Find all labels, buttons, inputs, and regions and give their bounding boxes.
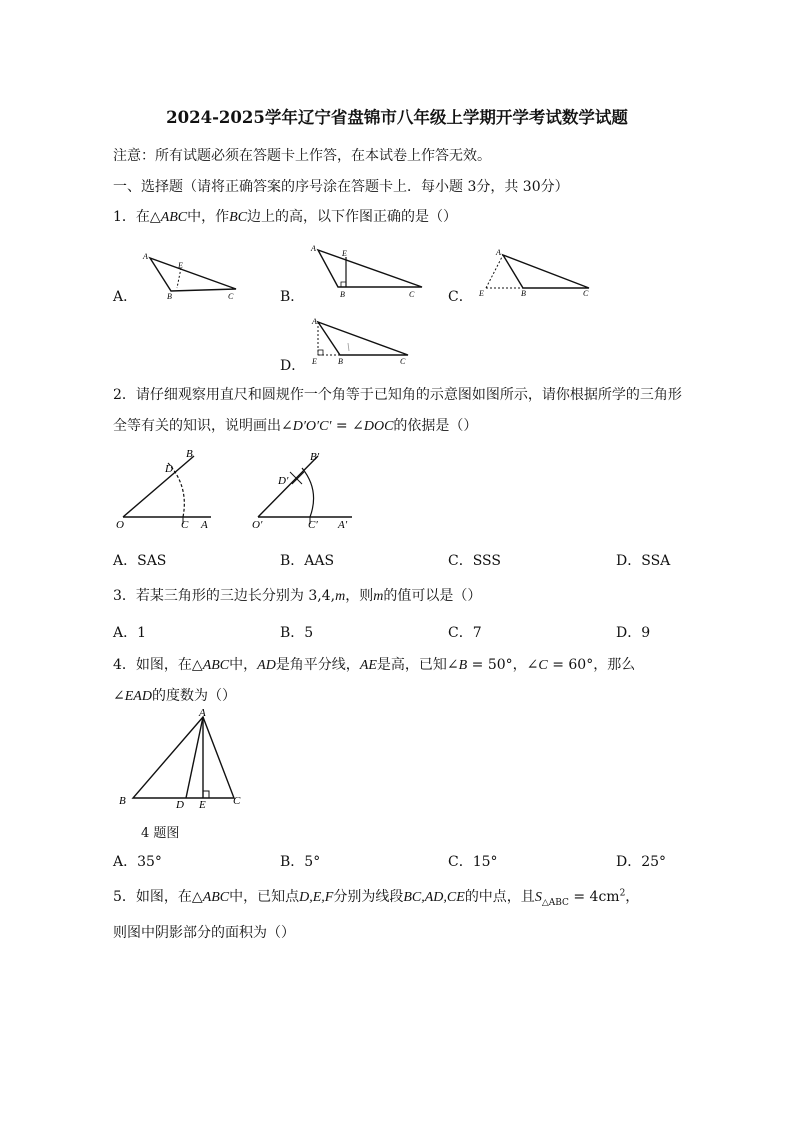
q1-option-d[interactable]: D． [280,358,306,374]
question-4-line-1: 4．如图，在△ABC中，AD是角平分线，AE是高，已知∠B = 50°，∠C = 60°，那么 [113,657,636,673]
q1d-label-c: C [400,357,406,366]
q2r-label-b: B′ [310,451,320,463]
q4-label-a: A [199,707,206,719]
q2l-label-o: O [116,519,124,531]
question-2-line-1: 2．请仔细观察用直尺和圆规作一个角等于已知角的示意图如图所示，请你根据所学的三角形 [113,387,682,403]
q1c-label-e: E [479,289,484,298]
q1b-label-a: A [311,244,316,253]
q1-option-b[interactable]: B． [280,289,305,305]
q4-option-b[interactable]: B．5° [280,854,321,870]
question-5-line-1: 5．如图，在△ABC中，已知点D,E,F分别为线段BC,AD,CE的中点，且$S_{\triangle ABC} = 4cm^2$， [113,888,640,908]
q2-figure-right [248,446,360,532]
q4-label-b: B [119,795,126,807]
q1d-label-e: E [312,357,317,366]
q1-option-a[interactable]: A． [113,289,138,305]
q1b-label-e: E [342,249,347,258]
q1-figure-a [140,248,240,300]
q1d-label-a: A [312,317,317,326]
q1c-label-a: A [496,248,501,257]
question-2-line-2: 全等有关的知识，说明画出∠D′O′C′ = ∠DOC的依据是（） [113,418,478,434]
q1c-label-b: B [521,289,526,298]
q1a-label-b: B [167,292,172,300]
q3-option-b[interactable]: B．5 [280,625,314,641]
q2-option-d[interactable]: D．SSA [616,553,671,569]
q3-option-c[interactable]: C．7 [448,625,482,641]
q4-option-d[interactable]: D．25° [616,854,667,870]
q1-figure-c [475,245,595,300]
question-1-text: 1．在△ABC中，作BC边上的高，以下作图正确的是（） [113,209,458,225]
q2-option-c[interactable]: C．SSS [448,553,501,569]
page-title: 2024-2025学年辽宁省盘锦市八年级上学期开学考试数学试题 [166,108,628,127]
q1a-label-a: A [143,252,148,261]
q2l-label-c: C [181,519,189,531]
q2r-label-a: A′ [338,519,348,531]
q4-option-a[interactable]: A．35° [113,854,162,870]
q2-option-a[interactable]: A．SAS [113,553,167,569]
q2r-label-o: O′ [252,519,263,531]
q1d-label-b: B [338,357,343,366]
q1a-label-e: E [178,261,183,270]
q2r-label-d: D′ [278,475,289,487]
q4-label-d: D [176,799,184,810]
q1b-label-c: C [409,290,415,299]
q3-option-a[interactable]: A．1 [113,625,147,641]
q1-figure-d [308,315,414,367]
question-3-text: 3．若某三角形的三边长分别为 3,4,m，则m的值可以是（） [113,588,482,604]
q2l-label-a: A [201,519,208,531]
q1a-label-c: C [228,292,234,300]
notice-text: 注意：所有试题必须在答题卡上作答，在本试卷上作答无效。 [113,148,491,164]
q1b-label-b: B [340,290,345,299]
q2-option-b[interactable]: B．AAS [280,553,335,569]
q3-option-d[interactable]: D．9 [616,625,651,641]
section-heading: 一、选择题（请将正确答案的序号涂在答题卡上．每小题 3分，共 30分） [113,179,569,195]
q4-figure-caption: 4 题图 [141,826,180,841]
q2-figure-left [113,446,223,532]
q2l-label-d: D [165,463,173,475]
q2l-label-b: B [186,448,193,460]
q4-label-c: C [233,795,241,807]
q2r-label-c: C′ [308,519,318,531]
q1-option-c[interactable]: C． [448,289,473,305]
q1-figure-b [306,240,428,300]
q4-option-c[interactable]: C．15° [448,854,498,870]
q4-figure [113,706,253,810]
q1c-label-c: C [583,289,589,298]
question-5-line-2: 则图中阴影部分的面积为（） [113,925,295,941]
question-4-line-2: ∠EAD的度数为（） [113,688,236,704]
q4-label-e: E [199,799,206,810]
